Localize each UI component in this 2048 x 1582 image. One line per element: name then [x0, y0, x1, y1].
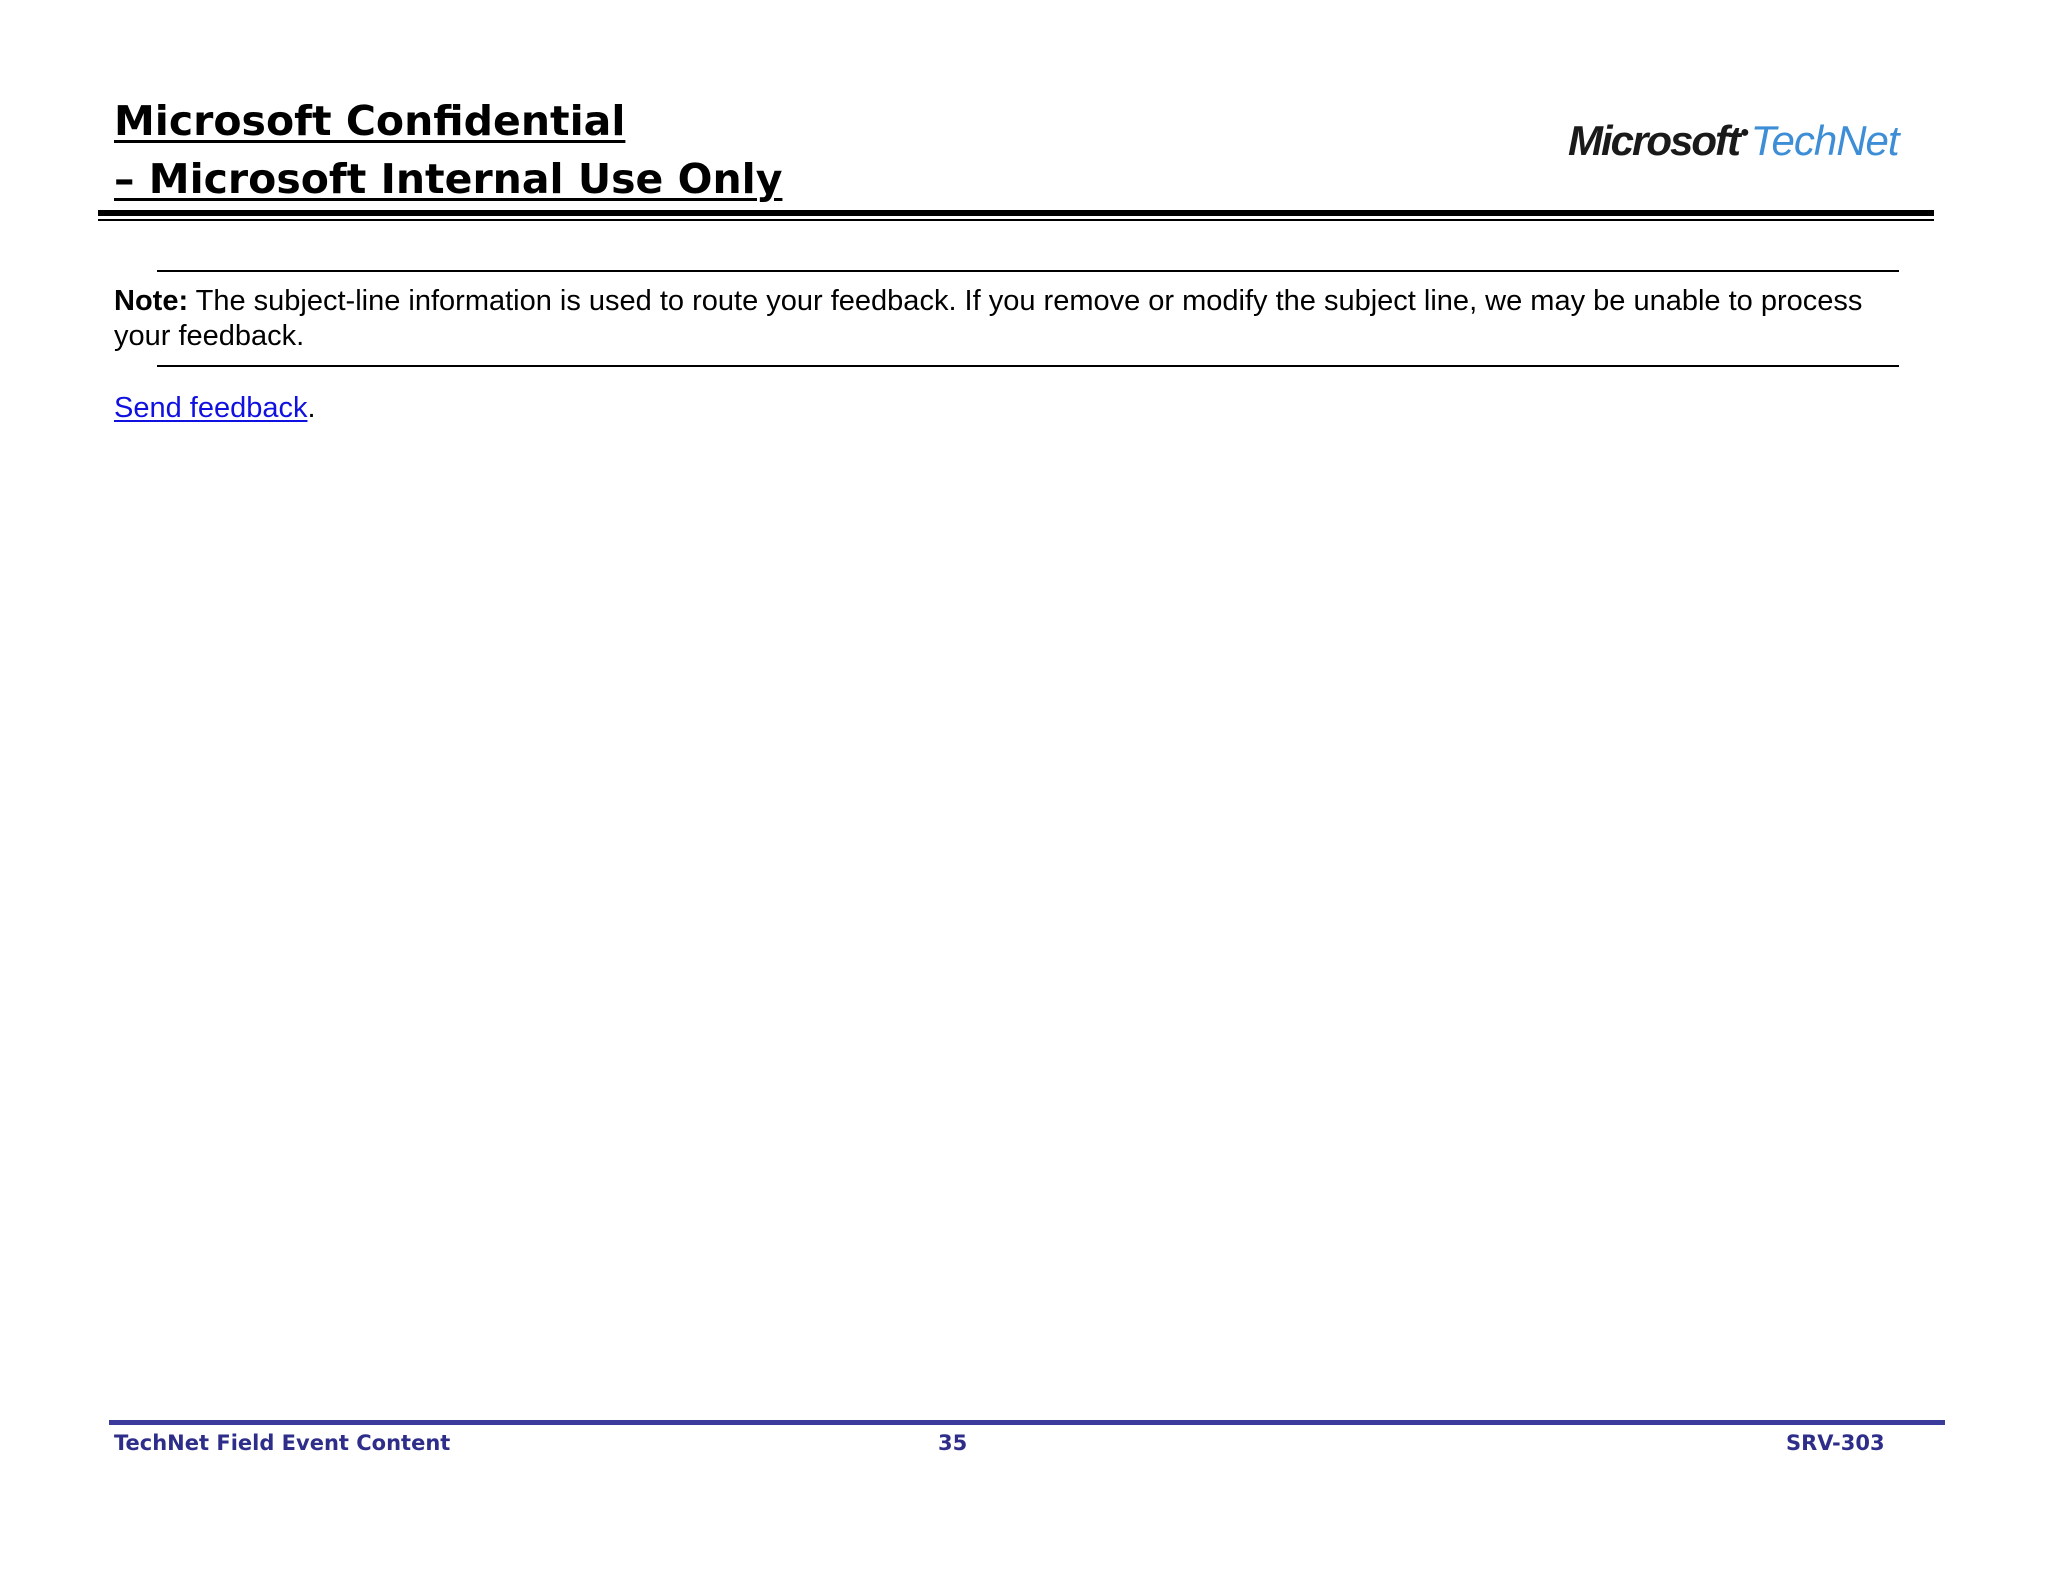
header-divider-thick	[98, 210, 1934, 216]
note-top-divider	[157, 270, 1899, 272]
note-label: Note:	[114, 285, 189, 317]
note-body: The subject-line information is used to route your feedback. If you remove or modify the subject line, we may be unable to process your feedback.	[114, 285, 1863, 352]
header-divider-thin	[98, 219, 1934, 221]
feedback-period: .	[307, 392, 316, 424]
footer-divider	[109, 1420, 1945, 1425]
logo-technet-wordmark: TechNet	[1750, 117, 1899, 164]
note-bottom-divider	[157, 365, 1899, 367]
confidentiality-line-2: – Microsoft Internal Use Only	[114, 155, 783, 203]
send-feedback-link[interactable]: Send feedback	[114, 392, 308, 424]
confidentiality-heading	[114, 92, 782, 208]
footer-event-label: TechNet Field Event Content	[114, 1431, 451, 1455]
footer-session-code: SRV-303	[1786, 1431, 1885, 1455]
microsoft-technet-logo	[1568, 108, 1899, 166]
logo-microsoft-wordmark: Microsoft	[1568, 117, 1739, 164]
footer-page-number: 35	[938, 1431, 968, 1455]
confidentiality-line-1: Microsoft Confidential	[114, 97, 626, 145]
feedback-line	[114, 390, 316, 426]
note-paragraph	[114, 284, 1904, 354]
logo-dot-icon: ●	[1740, 124, 1749, 141]
